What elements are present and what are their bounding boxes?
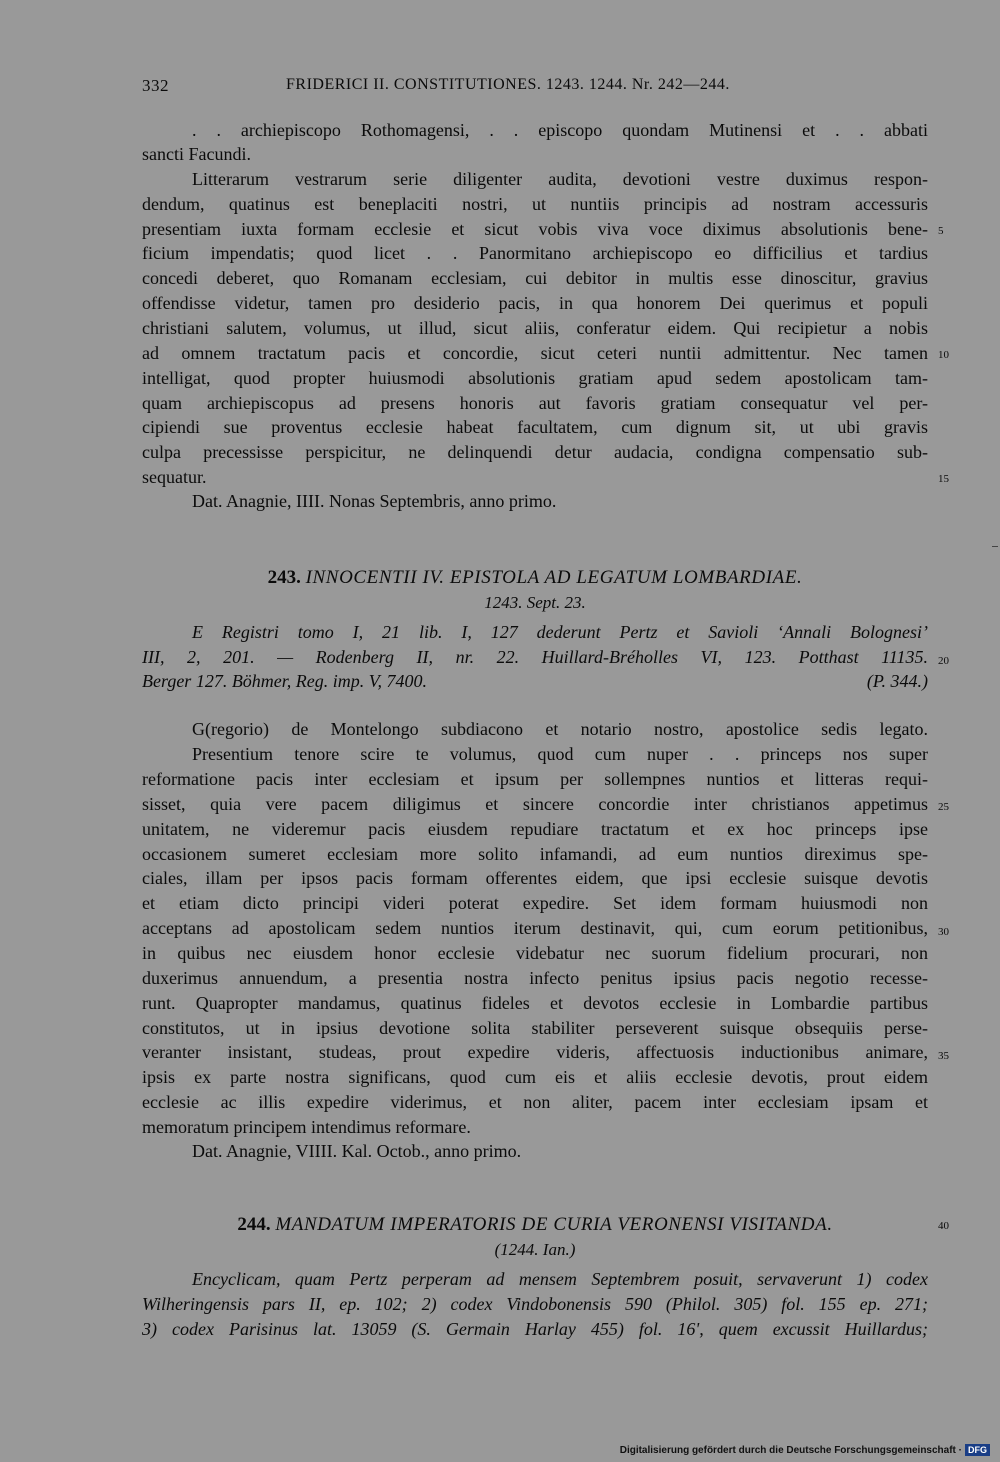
- text-line: Presentium tenore scire te volumus, quod cum nuper . . princeps nos super: [192, 744, 928, 764]
- dfg-logo: DFG: [965, 1444, 990, 1456]
- source-line: Berger 127. Böhmer, Reg. imp. V, 7400.: [142, 671, 427, 691]
- margin-line-number: 10: [938, 349, 949, 361]
- margin-line-number: 15: [938, 473, 949, 485]
- margin-line-number: 35: [938, 1050, 949, 1062]
- source-line: III, 2, 201. — Rodenberg II, nr. 22. Huillard-Bréholles VI, 123. Potthast 11135.: [142, 647, 928, 667]
- text-line: offendisse videtur, tamen pro desiderio pacis, in qua honorem Dei querimus et populi: [142, 293, 928, 313]
- dating-line: Dat. Anagnie, VIIII. Kal. Octob., anno primo.: [192, 1141, 522, 1161]
- footer-text: Digitalisierung gefördert durch die Deutsche Forschungsgemeinschaft ·: [619, 1444, 962, 1456]
- margin-line-number: 20: [938, 655, 949, 667]
- text-line: intelligat, quod propter huiusmodi absolutionis gratiam apud sedem apostolicam tam-: [142, 368, 928, 388]
- text-line: concedi deberet, quo Romanam ecclesiam, cui debitor in multis esse dinoscitur, gravius: [142, 268, 928, 288]
- source-reference: (P. 344.): [866, 671, 928, 691]
- document-heading-244: [142, 1212, 928, 1238]
- document-date: 1243. Sept. 23.: [484, 593, 586, 612]
- text-line: ciales, illam per ipsos pacis formam offerentes eidem, que ipsi ecclesie suisque devotis: [142, 868, 928, 888]
- text-line: acceptans ad apostolicam sedem nuntios iterum destinavit, qui, cum eorum petitionibus,: [142, 918, 928, 938]
- margin-line-number: 5: [938, 225, 944, 237]
- text-line: occasionem sumeret ecclesiam more solito infamandi, ad eum nuntios direximus spe-: [142, 844, 928, 864]
- source-line: 3) codex Parisinus lat. 13059 (S. Germain Harlay 455) fol. 16', quem excussit Huillardus;: [142, 1319, 928, 1339]
- text-line: duxerimus annuendum, a presentia nostra infecto penitus ipsius pacis negotio recesse-: [142, 968, 928, 988]
- text-line: . . archiepiscopo Rothomagensi, . . episcopo quondam Mutinensi et . . abbati: [192, 120, 928, 140]
- text-line: unitatem, ne videremur pacis eiusdem repudiare tractatum et ex hoc princeps ipse: [142, 819, 928, 839]
- text-line: ipsis ex parte nostra significans, quod cum eis et aliis ecclesie devotis, prout eidem: [142, 1067, 928, 1087]
- text-line: et etiam dicto principi videri poterat expedire. Set idem formam huiusmodi non: [142, 893, 928, 913]
- text-line: in quibus nec eiusdem honor ecclesie videbatur nec suorum fidelium procurari, non: [142, 943, 928, 963]
- text-line: sancti Facundi.: [142, 144, 251, 164]
- text-line: dendum, quatinus est beneplaciti nostri, ut nuntiis principis ad nostram accessuris: [142, 194, 928, 214]
- document-heading-243: [142, 565, 928, 591]
- text-line: sisset, quia vere pacem diligimus et sincere concordie inter christianos appetimus: [142, 794, 928, 814]
- margin-line-number: 30: [938, 926, 949, 938]
- text-line: culpa precessisse perspicitur, ne delinquendi detur audacia, condigna compensatio sub-: [142, 442, 928, 462]
- text-line: runt. Quapropter mandamus, quatinus fideles et devotos ecclesie in Lombardie partibus: [142, 993, 928, 1013]
- text-line: memoratum principem intendimus reformare.: [142, 1117, 471, 1137]
- document-title: INNOCENTII IV. EPISTOLA AD LEGATUM LOMBARDIAE.: [305, 567, 803, 588]
- page-number: 332: [142, 76, 169, 95]
- document-number: 244.: [237, 1214, 271, 1235]
- document-number: 243.: [267, 567, 301, 588]
- dating-line: Dat. Anagnie, IIII. Nonas Septembris, anno primo.: [192, 491, 557, 511]
- scan-edge-mark: [992, 546, 998, 547]
- digitization-footer: [620, 1444, 990, 1456]
- source-line: E Registri tomo I, 21 lib. I, 127 dederunt Pertz et Savioli ‘Annali Bolognesi’: [192, 622, 928, 642]
- text-line: quam archiepiscopus ad presens honoris aut favoris gratiam consequatur vel per-: [142, 393, 928, 413]
- document-title: MANDATUM IMPERATORIS DE CURIA VERONENSI VISITANDA.: [275, 1214, 833, 1235]
- text-line: cipiendi sue proventus ecclesie habeat facultatem, cum dignum sit, ut ubi gravis: [142, 417, 928, 437]
- text-line: veranter insistant, studeas, prout expedire videris, affectuosis inductionibus animare,: [142, 1042, 928, 1062]
- running-title: FRIDERICI II. CONSTITUTIONES. 1243. 1244. Nr. 242—244.: [286, 76, 730, 93]
- text-line: christiani salutem, volumus, ut illud, sicut aliis, conferatur eidem. Qui recipietur a nobis: [142, 318, 928, 338]
- margin-line-number: 25: [938, 801, 949, 813]
- text-line: constitutos, ut in ipsius devotione solita stabiliter perseverent suisque obsequiis perse-: [142, 1018, 928, 1038]
- running-header: [142, 76, 928, 102]
- margin-line-number: 40: [938, 1220, 949, 1232]
- text-line: presentiam iuxta formam ecclesie et sicut vobis viva voce diximus absolutionis bene-: [142, 219, 928, 239]
- source-line: Encyclicam, quam Pertz perperam ad mensem Septembrem posuit, servaverunt 1) codex: [192, 1269, 928, 1289]
- document-date: (1244. Ian.): [494, 1240, 576, 1259]
- source-line: Wilheringensis pars II, ep. 102; 2) codex Vindobonensis 590 (Philol. 305) fol. 155 ep. 271;: [142, 1294, 928, 1314]
- text-line: ad omnem tractatum pacis et concordie, sicut ceteri nuntii admittentur. Nec tamen: [142, 343, 928, 363]
- text-line: ecclesie ac illis expedire viderimus, et non aliter, pacem inter ecclesiam ipsam et: [142, 1092, 928, 1112]
- text-line: reformatione pacis inter ecclesiam et ipsum per sollempnes nuntios et litteras requi-: [142, 769, 928, 789]
- text-line: sequatur.: [142, 467, 207, 487]
- text-line: G(regorio) de Montelongo subdiacono et notario nostro, apostolice sedis legato.: [192, 719, 928, 739]
- text-line: Litterarum vestrarum serie diligenter audita, devotioni vestre duximus respon-: [192, 169, 928, 189]
- text-line: ficium impendatis; quod licet . . Panormitano archiepiscopo eo difficilius et tardius: [142, 243, 928, 263]
